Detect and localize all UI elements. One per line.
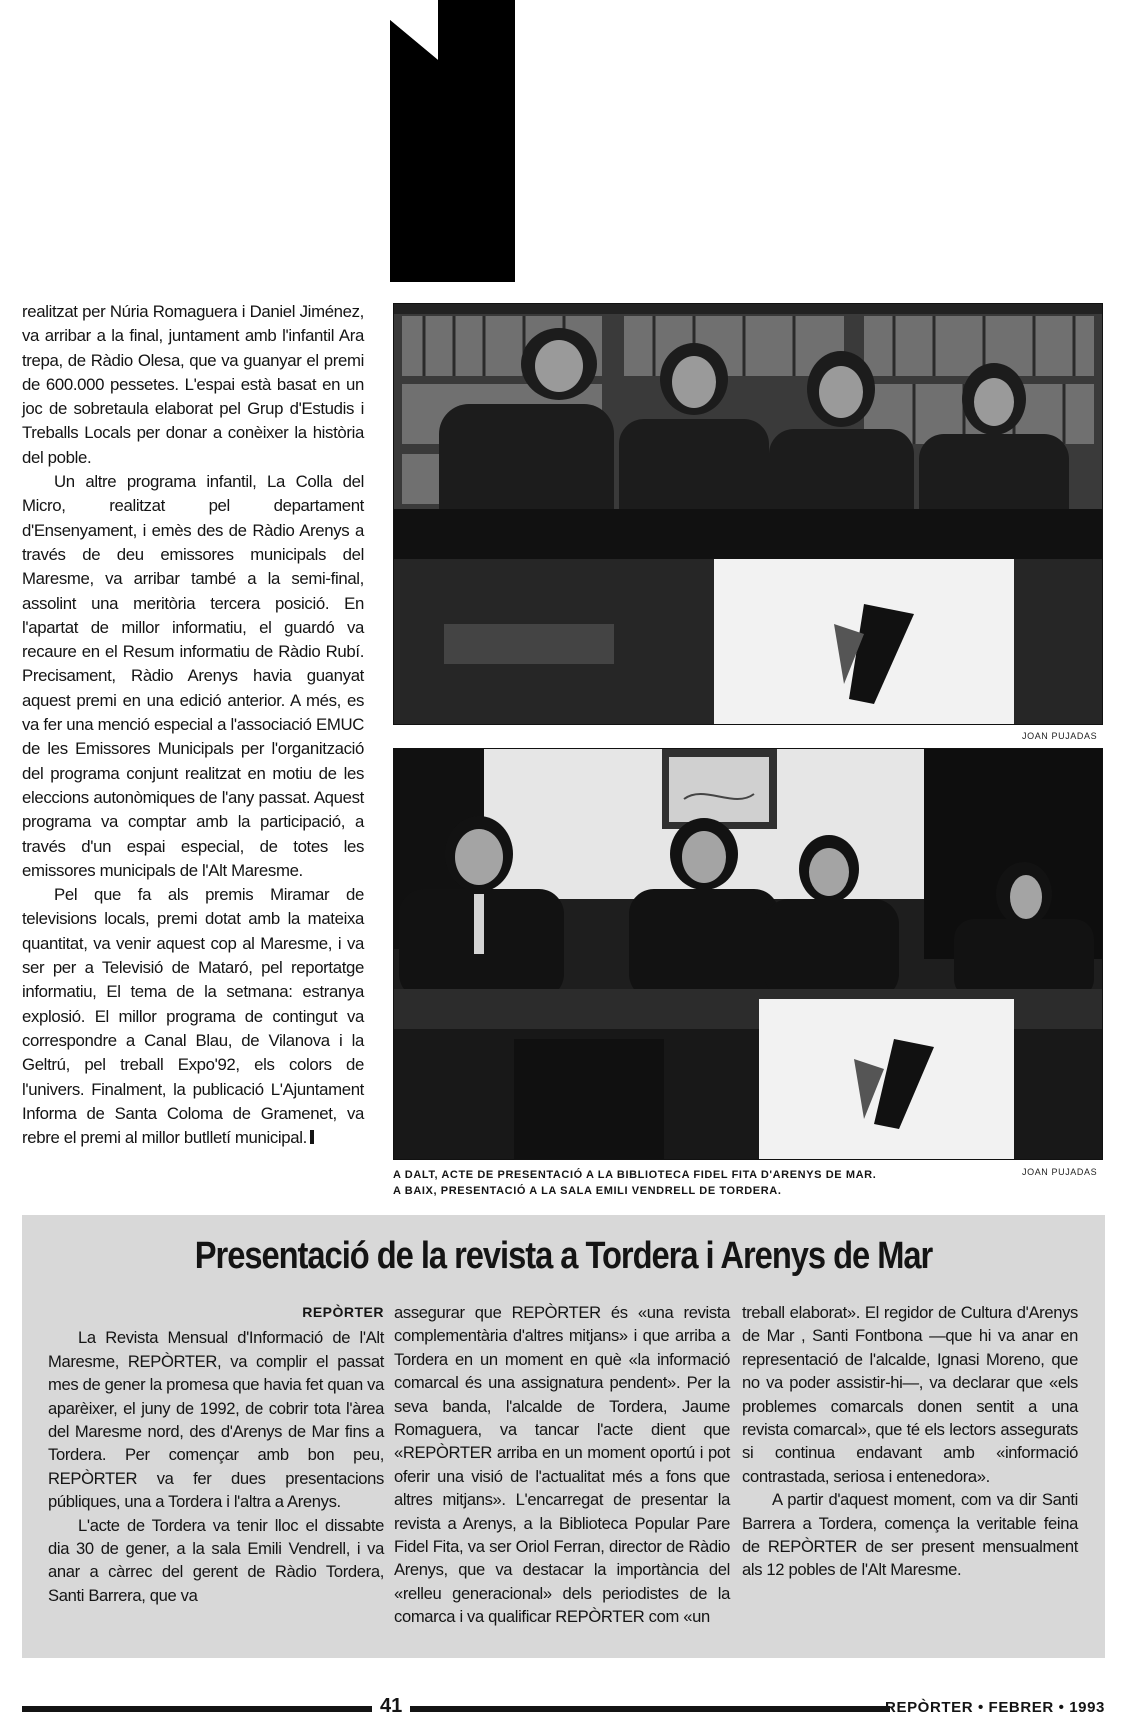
box-column-1 xyxy=(48,1301,384,1607)
page-number: 41 xyxy=(380,1695,403,1717)
photo-credit-bottom: JOAN PUJADAS xyxy=(1022,1167,1098,1177)
section-logo xyxy=(390,0,515,282)
paragraph-3 xyxy=(22,883,364,1150)
box-paragraph-5: A partir d'aquest moment, com va dir Santi Barrera a Tordera, comença la veritable feina de REPÒRTER de ser present mensualment als 12 pobles de l'Alt Maresme. xyxy=(742,1490,1078,1580)
page-footer xyxy=(22,1695,1105,1718)
box-title: Presentació de la revista a Tordera i Arenys de Mar xyxy=(194,1235,933,1277)
footer-rule-left xyxy=(22,1706,372,1712)
photo-biblioteca-fidel-fita xyxy=(393,303,1103,725)
byline: REPÒRTER xyxy=(302,1304,384,1320)
magazine-issue: REPÒRTER • FEBRER • 1993 xyxy=(885,1699,1105,1716)
article-end-mark-icon xyxy=(310,1130,314,1144)
photo-sala-emili-vendrell xyxy=(393,748,1103,1160)
box-column-3 xyxy=(742,1301,1078,1582)
box-paragraph-1: La Revista Mensual d'Informació de l'Alt Maresme, REPÒRTER, va complir el passat mes de gener la promesa que havia fet quan va aparèixer, el juny de 1992, de cobrir tota l'àrea del Maresme nord, des d'Arenys de Mar fins a Tordera. Per començar amb bon peu, REPÒRTER va fer dues presentacions públiques, una a Tordera i l'altra a Arenys. xyxy=(48,1328,384,1512)
caption-line-2: A BAIX, PRESENTACIÓ A LA SALA EMILI VENDRELL DE TORDERA. xyxy=(393,1185,782,1197)
box-paragraph-4: treball elaborat». El regidor de Cultura d'Arenys de Mar , Santi Fontbona —que hi va anar en representació de l'alcalde, Ignasi Moreno, que no va poder assistir-hi—, va declarar que «els problemes comarcals donen sentit a una revista comarcal», que té els lectors assegurats si continua endavant amb «informació contrastada, seriosa i entenedora». xyxy=(742,1303,1078,1486)
photo-credit-top: JOAN PUJADAS xyxy=(1022,731,1098,741)
article-continuation xyxy=(22,300,364,1150)
paragraph-2: Un altre programa infantil, La Colla del Micro, realitzat pel departament d'Ensenyament, i emès des de Ràdio Arenys a través de deu emissores municipals del Maresme, va arribar també a la semi-final, assolint una meritòria tercera posició. En l'apartat de millor informatiu, el guardó va recaure en el Resum informatiu de Ràdio Rubí. Precisament, Ràdio Arenys havia guanyat aquest premi en una edició anterior. A més, es va fer una menció especial a l'associació EMUC de les Emissores Municipals per l'organització del programa conjunt realitzat en motiu de les eleccions autonòmiques de l'any passat. Aquest programa va comptar amb la participació, a través d'un espai especial, de totes les emissores municipals de l'Alt Maresme. xyxy=(22,472,364,880)
paragraph-3-text: Pel que fa als premis Miramar de televisions locals, premi dotat amb la mateixa quantitat, va venir aquest cop al Maresme, i va ser per a Televisió de Mataró, pel reportatge informatiu, El tema de la setmana: estranya explosió. El millor programa de contingut va correspondre a Canal Blau, de Vilanova i la Geltrú, pel treball Expo'92, els colors de l'univers. Finalment, la publicació L'Ajuntament Informa de Santa Coloma de Gramenet, va rebre el premi al millor butlletí municipal. xyxy=(22,885,364,1148)
footer-rule-right xyxy=(410,1706,890,1712)
section-logo-n-shape-icon xyxy=(390,0,515,282)
box-paragraph-3: assegurar que REPÒRTER és «una revista complementària d'altres mitjans» i que arriba a Tordera en un moment en què «la informació comarcal és una assignatura pendent». Per la seva banda, l'alcalde de Tordera, Jaume Romaguera, va tancar l'acte dient que «REPÒRTER arriba en un moment oportú i pot oferir una visió de l'actualitat més a fons que altres mitjans». L'encarregat de presentar la revista a Arenys, a la Biblioteca Popular Pare Fidel Fita, va ser Oriol Ferran, director de Ràdio Arenys, que va destacar la importància del «relleu generacional» dels periodistes de la comarca i va qualificar REPÒRTER com «un xyxy=(394,1303,730,1627)
paragraph-1: realitzat per Núria Romaguera i Daniel Jiménez, va arribar a la final, juntament amb l'infantil Ara trepa, de Ràdio Olesa, que va guanyar el premi de 600.000 pessetes. L'espai està basat en un joc de sobretaula elaborat pel Grup d'Estudis i Treballs Locals per donar a conèixer la història del poble. xyxy=(22,302,364,467)
photo-caption xyxy=(393,1167,983,1199)
box-paragraph-2: L'acte de Tordera va tenir lloc el dissabte dia 30 de gener, a la sala Emili Vendrell, i va anar a càrrec del gerent de Ràdio Tordera, Santi Barrera, que va xyxy=(48,1515,384,1605)
box-column-2 xyxy=(394,1301,730,1629)
sidebar-box xyxy=(22,1215,1105,1658)
caption-line-1: A DALT, ACTE DE PRESENTACIÓ A LA BIBLIOTECA FIDEL FITA D'ARENYS DE MAR. xyxy=(393,1169,877,1181)
